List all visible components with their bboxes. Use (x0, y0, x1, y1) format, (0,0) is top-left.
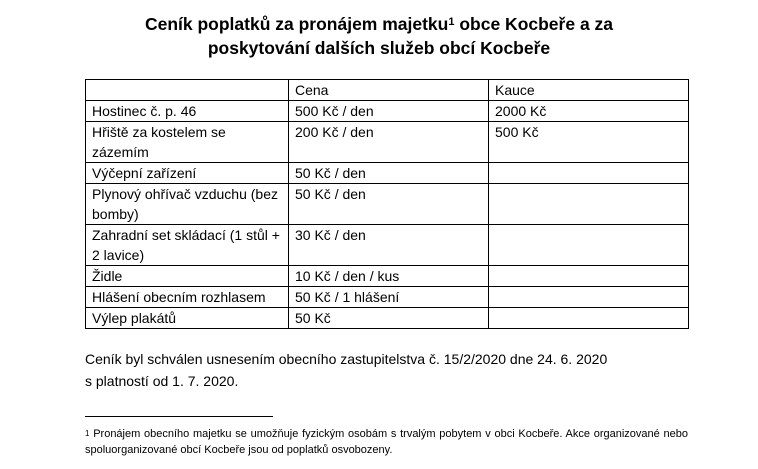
deposit-cell (489, 184, 689, 225)
table-row (86, 184, 689, 225)
footnote (85, 426, 688, 458)
title-line-1 (0, 12, 758, 36)
item-cell: Plynový ohřívač vzduchu (bez bomby) (86, 184, 289, 225)
table-row (86, 122, 689, 163)
price-cell: 500 Kč / den (289, 101, 489, 122)
deposit-cell (489, 287, 689, 308)
price-cell: 50 Kč / den (289, 163, 489, 184)
title-line-2: poskytování dalších služeb obcí Kocbeře (207, 38, 551, 58)
table-row (86, 101, 689, 122)
approval-note (85, 348, 695, 392)
item-cell: Židle (86, 266, 289, 287)
table-row (86, 266, 689, 287)
price-cell: 10 Kč / den / kus (289, 266, 489, 287)
header-cell-item (86, 80, 289, 101)
deposit-cell (489, 225, 689, 266)
price-table (85, 79, 689, 329)
document-title (0, 12, 758, 60)
price-cell: 50 Kč / den (289, 184, 489, 225)
item-cell: Výčepní zařízení (86, 163, 289, 184)
table-row (86, 308, 689, 329)
item-cell: Zahradní set skládací (1 stůl + 2 lavice) (86, 225, 289, 266)
header-cell-deposit: Kauce (489, 80, 689, 101)
table-row (86, 287, 689, 308)
price-cell: 30 Kč / den (289, 225, 489, 266)
deposit-cell (489, 163, 689, 184)
price-cell: 50 Kč / 1 hlášení (289, 287, 489, 308)
deposit-cell (489, 266, 689, 287)
deposit-cell (489, 308, 689, 329)
footnote-separator (85, 416, 273, 417)
approval-line-1: Ceník byl schválen usnesením obecního zastupitelstva č. 15/2/2020 dne 24. 6. 2020 (85, 351, 608, 367)
approval-line-2: s platností od 1. 7. 2020. (85, 373, 239, 389)
title-line-1-start: Ceník poplatků za pronájem majetku (144, 14, 449, 34)
deposit-cell: 500 Kč (489, 122, 689, 163)
deposit-cell: 2000 Kč (489, 101, 689, 122)
header-cell-price: Cena (289, 80, 489, 101)
title-line-1-end: obce Kocbeře a za (454, 14, 614, 34)
price-cell: 50 Kč (289, 308, 489, 329)
price-cell: 200 Kč / den (289, 122, 489, 163)
item-cell: Hřiště za kostelem se zázemím (86, 122, 289, 163)
footnote-mark: 1 (85, 429, 90, 438)
footnote-reference: 1 (448, 16, 455, 28)
footnote-text: Pronájem obecního majetku se umožňuje fyzickým osobám s trvalým pobytem v obci Kocbeře. Akce organizované nebo spoluorganizované obcí Kocbeře jsou od poplatků osvobozeny. (85, 428, 688, 456)
item-cell: Hlášení obecním rozhlasem (86, 287, 289, 308)
table-header-row (86, 80, 689, 101)
item-cell: Výlep plakátů (86, 308, 289, 329)
table-row (86, 225, 689, 266)
item-cell: Hostinec č. p. 46 (86, 101, 289, 122)
table-row (86, 163, 689, 184)
